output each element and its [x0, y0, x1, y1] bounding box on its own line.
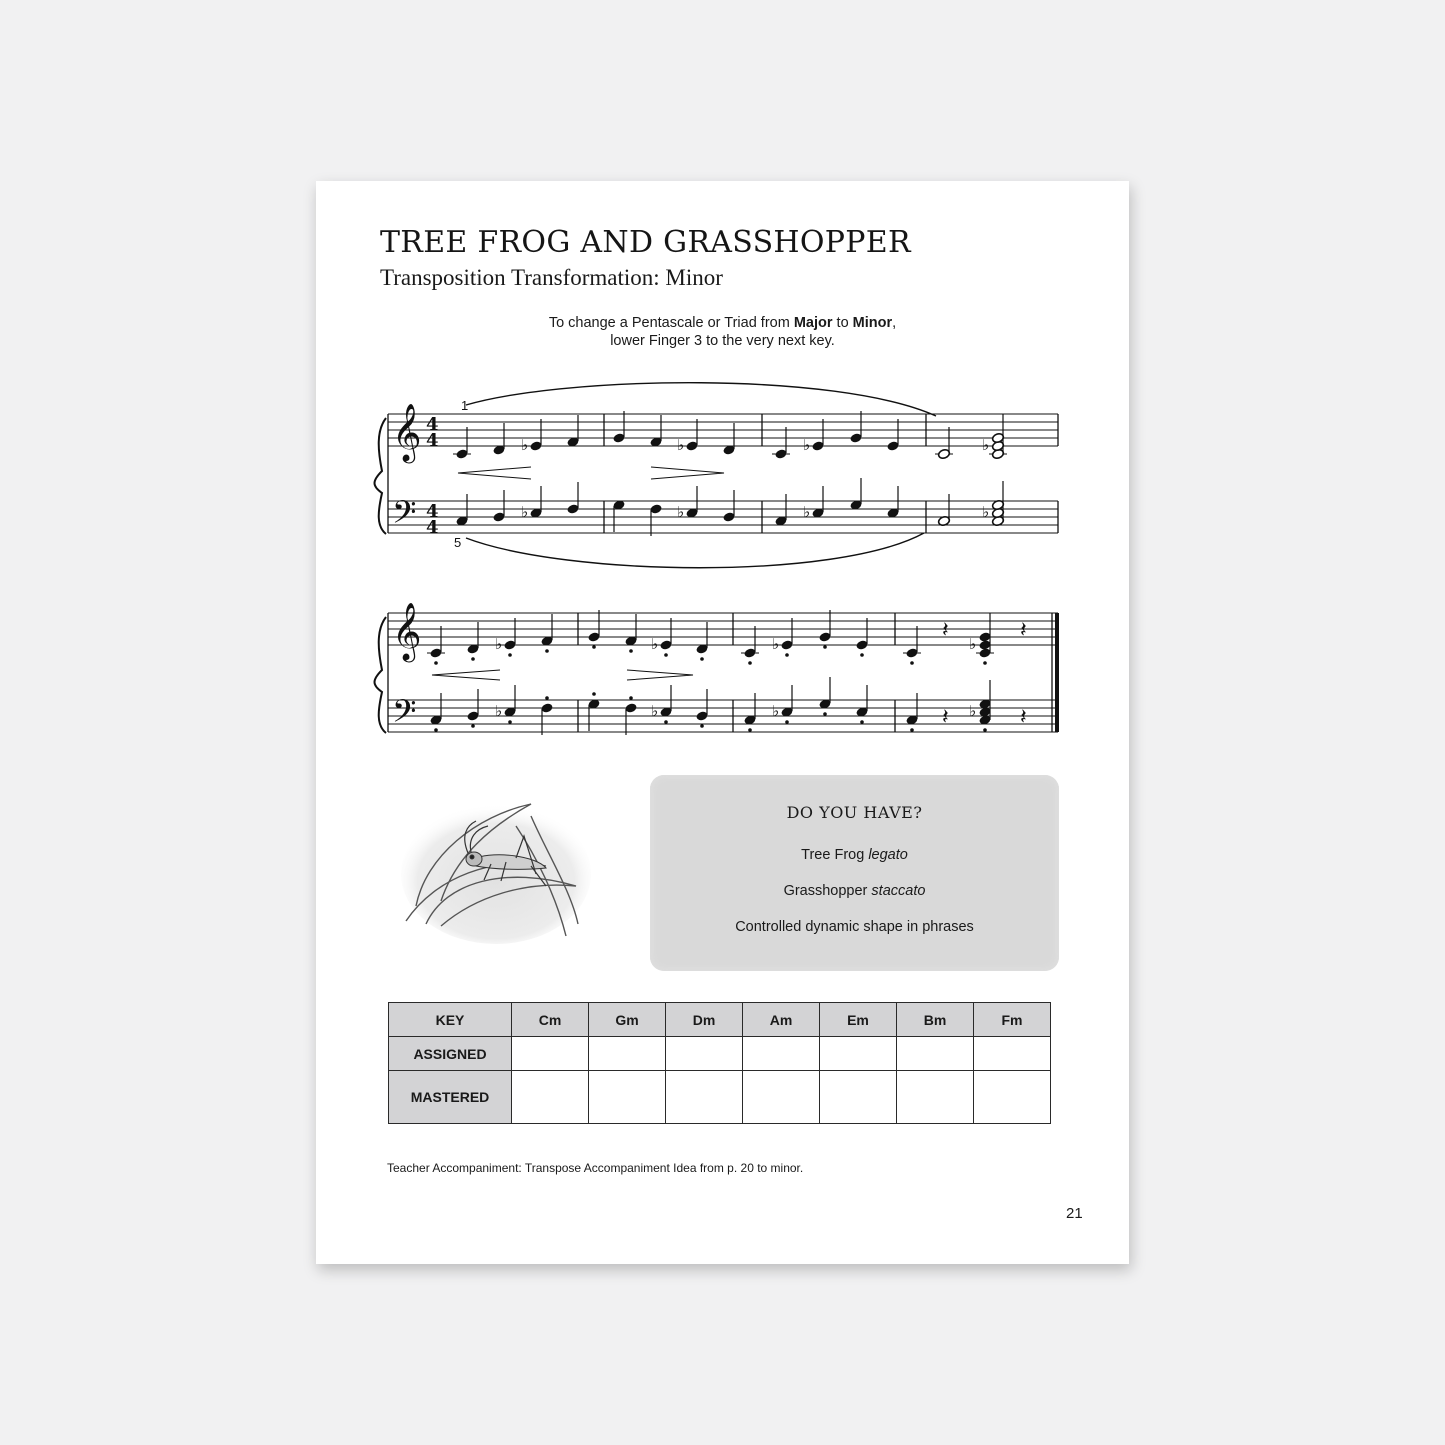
- staccato-dot: [471, 657, 475, 661]
- mastered-cell-gm[interactable]: [589, 1071, 666, 1124]
- bass-note: [521, 486, 543, 521]
- page-title: TREE FROG AND GRASSHOPPER: [380, 225, 911, 260]
- treble-phrase-slur: [466, 383, 936, 416]
- bass-half-note: [937, 494, 950, 527]
- page-subtitle: Transposition Transformation: Minor: [380, 265, 723, 290]
- treble-note: [722, 423, 735, 456]
- grand-staff-brace-2: [375, 617, 387, 733]
- bass-note: [651, 685, 673, 724]
- do-you-have-panel: [650, 775, 1059, 971]
- staccato-dot: [664, 653, 668, 657]
- assigned-cell-dm[interactable]: [666, 1037, 743, 1071]
- quarter-rest: 𝄽: [942, 705, 949, 730]
- instruction-to: to: [832, 315, 853, 331]
- staccato-dot: [748, 661, 752, 665]
- assigned-cell-gm[interactable]: [589, 1037, 666, 1071]
- bass-note: [772, 685, 794, 724]
- assigned-cell-fm[interactable]: [974, 1037, 1051, 1071]
- workbook-page: [316, 181, 1129, 1264]
- decrescendo-hairpin: [651, 467, 724, 479]
- bass-note: [849, 478, 862, 511]
- instruction-major: Major: [793, 315, 833, 331]
- treble-note: [612, 411, 625, 444]
- mastered-cell-bm[interactable]: [897, 1071, 974, 1124]
- flat-sign: ♭: [521, 436, 529, 454]
- staccato-dot: [471, 724, 475, 728]
- bass-note: [677, 486, 699, 521]
- mastered-cell-dm[interactable]: [666, 1071, 743, 1124]
- bass-note: [905, 693, 918, 732]
- flat-sign: ♭: [651, 702, 659, 720]
- quarter-rest: 𝄽: [942, 618, 949, 643]
- treble-note: [886, 419, 899, 452]
- bass-note: [587, 692, 600, 731]
- mastered-cell-fm[interactable]: [974, 1071, 1051, 1124]
- table-header-dm: Dm: [666, 1003, 743, 1037]
- instruction-part1: To change a Pentascale or Triad from: [548, 315, 794, 331]
- bass-time-sig-bottom: 4: [426, 517, 439, 538]
- mastered-cell-am[interactable]: [743, 1071, 820, 1124]
- mastered-cell-em[interactable]: [820, 1071, 897, 1124]
- grand-staff-brace: [375, 418, 387, 534]
- checklist-item-text: Controlled dynamic shape in phrases: [735, 919, 974, 935]
- checklist-item-dynamics: [650, 919, 1059, 935]
- treble-note: [624, 614, 637, 653]
- treble-note: [849, 411, 862, 444]
- music-score: [316, 181, 1129, 781]
- bass-note: [429, 693, 442, 732]
- chord: [982, 414, 1007, 460]
- treble-note: [540, 614, 553, 653]
- checklist-item-text: Tree Frog: [801, 847, 869, 863]
- bass-note: [495, 685, 517, 724]
- bass-note: [722, 490, 735, 523]
- teacher-accompaniment-note: Teacher Accompaniment: Transpose Accompaniment Idea from p. 20 to minor.: [387, 1161, 804, 1175]
- bass-clef-icon-2: 𝄢: [392, 693, 417, 737]
- staccato-dot: [508, 653, 512, 657]
- decrescendo-hairpin-2: [627, 670, 693, 680]
- treble-note: [453, 427, 471, 460]
- assigned-cell-bm[interactable]: [897, 1037, 974, 1071]
- flat-sign: ♭: [521, 503, 529, 521]
- treble-note: [772, 427, 790, 460]
- panel-title: DO YOU HAVE?: [786, 803, 923, 822]
- assigned-cell-cm[interactable]: [512, 1037, 589, 1071]
- staccato-dot: [592, 692, 596, 696]
- staccato-dot: [910, 661, 914, 665]
- bass-clef-icon: 𝄢: [392, 494, 417, 538]
- flat-sign: ♭: [772, 635, 780, 653]
- treble-clef-icon-2: 𝄞: [392, 602, 422, 660]
- time-sig-top: 4: [426, 414, 439, 435]
- bass-note: [455, 494, 468, 527]
- row-label-mastered: MASTERED: [389, 1071, 512, 1124]
- barlines-system2: [388, 613, 1052, 732]
- staccato-dot: [785, 720, 789, 724]
- treble-note: [521, 419, 543, 454]
- staccato-dot: [629, 649, 633, 653]
- bass-phrase-slur: [466, 533, 924, 568]
- treble-half-note: [935, 427, 953, 460]
- checklist-item-staccato: [650, 883, 1059, 899]
- checklist-item-emphasis: staccato: [871, 883, 926, 899]
- bass-note: [566, 482, 579, 515]
- flat-sign: ♭: [982, 436, 990, 454]
- system2-symbols: [392, 602, 422, 737]
- staccato-dot: [664, 720, 668, 724]
- page-number: 21: [1066, 1205, 1083, 1222]
- crescendo-hairpin-2: [432, 670, 500, 680]
- staccato-dot: [983, 728, 987, 732]
- instruction-line2: lower Finger 3 to the very next key.: [610, 333, 835, 349]
- staccato-dot: [823, 645, 827, 649]
- bass-note: [774, 494, 787, 527]
- flat-sign: ♭: [969, 635, 977, 653]
- chord: [982, 481, 1005, 527]
- treble-note: [492, 423, 505, 456]
- bass-note: [649, 503, 662, 536]
- treble-note: [677, 419, 699, 454]
- treble-note: [803, 419, 825, 454]
- table-header-am: Am: [743, 1003, 820, 1037]
- row-label-assigned: ASSIGNED: [389, 1037, 512, 1071]
- table-row-assigned: [389, 1037, 1051, 1071]
- table-row-mastered: [389, 1071, 1051, 1124]
- checklist-item-legato: [650, 847, 1059, 863]
- table-header-em: Em: [820, 1003, 897, 1037]
- bass-note: [492, 490, 505, 523]
- bass-staff-lines-2: [388, 700, 1058, 732]
- quarter-rest: 𝄽: [1020, 705, 1027, 730]
- treble-clef-icon: 𝄞: [392, 403, 422, 461]
- staccato-dot: [592, 645, 596, 649]
- bass-note: [886, 486, 899, 519]
- bass-note: [743, 693, 756, 732]
- system1-symbols: [392, 398, 468, 550]
- system-legato: [375, 383, 1059, 568]
- staccato-dot: [629, 696, 633, 700]
- treble-note: [649, 415, 662, 448]
- staccato-dot: [860, 720, 864, 724]
- flat-sign: ♭: [677, 436, 685, 454]
- staccato-dot: [823, 712, 827, 716]
- treble-note: [695, 622, 708, 661]
- flat-sign: ♭: [495, 702, 503, 720]
- flat-sign: ♭: [495, 635, 503, 653]
- treble-note: [466, 622, 479, 661]
- bass-note: [818, 677, 831, 716]
- flat-sign: ♭: [803, 503, 811, 521]
- staccato-dot: [545, 649, 549, 653]
- table-header-cm: Cm: [512, 1003, 589, 1037]
- table-header-key: KEY: [389, 1003, 512, 1037]
- flat-sign: ♭: [651, 635, 659, 653]
- flat-sign: ♭: [982, 503, 990, 521]
- treble-staff-lines-2: [388, 613, 1058, 645]
- grasshopper-on-leaf-illustration: [396, 796, 596, 946]
- flat-sign: ♭: [969, 702, 977, 720]
- bass-staff-lines: [388, 501, 1058, 533]
- staccato-dot: [700, 657, 704, 661]
- staccato-dot: [508, 720, 512, 724]
- treble-staff-lines: [388, 414, 1058, 446]
- staccato-dot: [910, 728, 914, 732]
- finger-number-1: 1: [461, 398, 469, 413]
- bass-note: [855, 685, 868, 724]
- checklist-item-emphasis: legato: [868, 847, 908, 863]
- staccato-dot: [748, 728, 752, 732]
- staccato-dot: [860, 653, 864, 657]
- assigned-cell-em[interactable]: [820, 1037, 897, 1071]
- bass-note: [612, 499, 625, 532]
- key-progress-table: [388, 1002, 1051, 1124]
- bass-note: [803, 486, 825, 521]
- staccato-dot: [434, 728, 438, 732]
- checklist-item-text: Grasshopper: [783, 883, 872, 899]
- crescendo-hairpin: [458, 467, 531, 479]
- mastered-cell-cm[interactable]: [512, 1071, 589, 1124]
- staccato-dot: [983, 661, 987, 665]
- treble-note: [566, 415, 579, 448]
- quarter-rest: 𝄽: [1020, 618, 1027, 643]
- time-sig-bottom: 4: [426, 430, 439, 451]
- instruction-comma: ,: [892, 315, 897, 331]
- staccato-dot: [700, 724, 704, 728]
- bass-time-sig-top: 4: [426, 501, 439, 522]
- staccato-dot: [545, 696, 549, 700]
- flat-sign: ♭: [803, 436, 811, 454]
- flat-sign: ♭: [677, 503, 685, 521]
- staccato-dot: [785, 653, 789, 657]
- staccato-dot: [434, 661, 438, 665]
- instruction-minor: Minor: [852, 315, 893, 331]
- table-header-gm: Gm: [589, 1003, 666, 1037]
- table-header-fm: Fm: [974, 1003, 1051, 1037]
- assigned-cell-am[interactable]: [743, 1037, 820, 1071]
- flat-sign: ♭: [772, 702, 780, 720]
- table-header-bm: Bm: [897, 1003, 974, 1037]
- finger-number-5: 5: [454, 535, 462, 550]
